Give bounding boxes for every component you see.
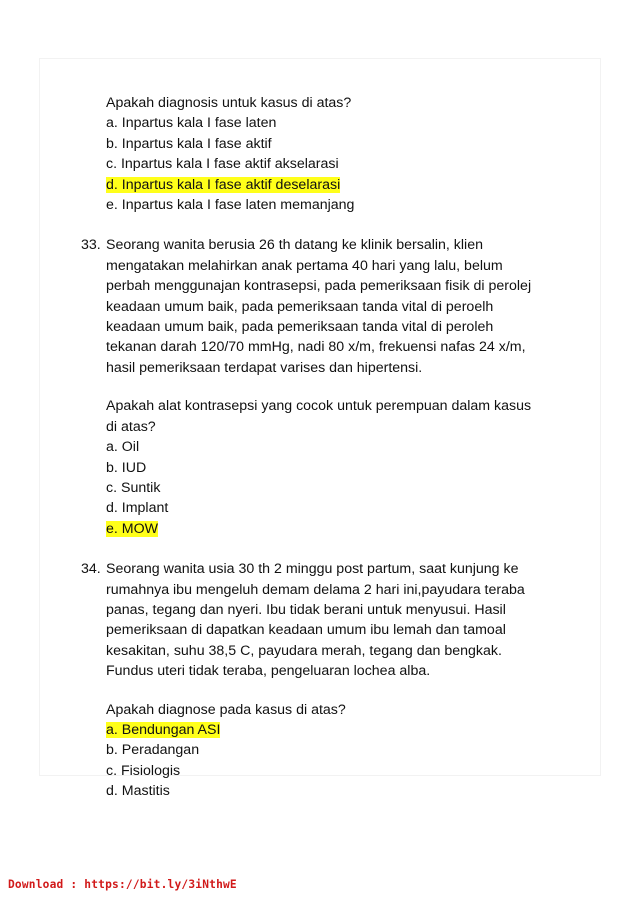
case-line: kesakitan, suhu 38,5 C, payudara merah, tegang dan bengkak.: [106, 642, 502, 659]
prev-option-c: c. Inpartus kala I fase aktif akselarasi: [106, 156, 339, 173]
highlighted-answer: d. Inpartus kala I fase aktif deselarasi: [106, 176, 341, 193]
prev-option-b: b. Inpartus kala I fase aktif: [106, 135, 272, 152]
question-prompt: di atas?: [106, 418, 156, 435]
option-a: [0, 720, 638, 740]
question-number: 33.: [81, 237, 101, 254]
case-line: perbah menggunajan kontrasepsi, pada pemeriksaan fisik di perolej: [106, 278, 532, 295]
case-line: pemeriksaan di dapatkan keadaan umum ibu lemah dan tamoal: [106, 622, 506, 639]
case-line: keadaan umum baik, pada pemeriksaan tanda vital di peroleh: [106, 319, 494, 336]
prev-question-prompt: Apakah diagnosis untuk kasus di atas?: [106, 95, 352, 111]
spacer: [0, 539, 638, 559]
case-line: panas, tegang dan nyeri. Ibu tidak berani untuk menyusui. Hasil: [106, 601, 506, 618]
option-c: c. Fisiologis: [106, 762, 181, 779]
download-link[interactable]: Download : https://bit.ly/3iNthwE: [8, 878, 237, 891]
prev-question: [0, 93, 638, 215]
case-line: tekanan darah 120/70 mmHg, nadi 80 x/m, frekuensi nafas 24 x/m,: [106, 339, 526, 356]
question-prompt: Apakah diagnose pada kasus di atas?: [106, 701, 346, 718]
case-line: rumahnya ibu mengeluh demam delama 2 hari ini,payudara teraba: [106, 581, 525, 598]
option-c: c. Suntik: [106, 479, 161, 496]
case-line: keadaan umum baik, pada pemeriksaan tanda vital di peroelh: [106, 298, 494, 315]
highlighted-answer: a. Bendungan ASI: [106, 721, 221, 738]
question-33: [0, 235, 638, 539]
case-line: Seorang wanita berusia 26 th datang ke klinik bersalin, klien: [106, 237, 483, 254]
highlighted-answer: e. MOW: [106, 520, 159, 537]
case-line: Fundus uteri tidak teraba, pengeluaran lochea alba.: [106, 663, 431, 680]
option-d: d. Mastitis: [106, 783, 170, 800]
option-d: d. Implant: [106, 500, 169, 517]
case-line: mengatakan melahirkan anak pertama 40 hari yang lalu, belum: [106, 257, 503, 274]
prev-option-a: a. Inpartus kala I fase laten: [106, 115, 277, 132]
spacer: [0, 682, 638, 700]
prev-option-e: e. Inpartus kala I fase laten memanjang: [106, 197, 355, 214]
case-line: hasil pemeriksaan terdapat varises dan hipertensi.: [106, 359, 423, 376]
prev-option-d: [0, 175, 638, 195]
option-a: a. Oil: [106, 439, 140, 456]
option-e: [0, 519, 638, 539]
question-number: 34.: [81, 561, 101, 578]
option-b: b. IUD: [106, 459, 147, 476]
document-content: [0, 93, 638, 802]
case-line: Seorang wanita usia 30 th 2 minggu post partum, saat kunjung ke: [106, 561, 519, 578]
spacer: [0, 215, 638, 235]
question-prompt: Apakah alat kontrasepsi yang cocok untuk perempuan dalam kasus: [106, 398, 532, 415]
spacer: [0, 378, 638, 396]
option-b: b. Peradangan: [106, 742, 200, 759]
question-34: [0, 559, 638, 801]
